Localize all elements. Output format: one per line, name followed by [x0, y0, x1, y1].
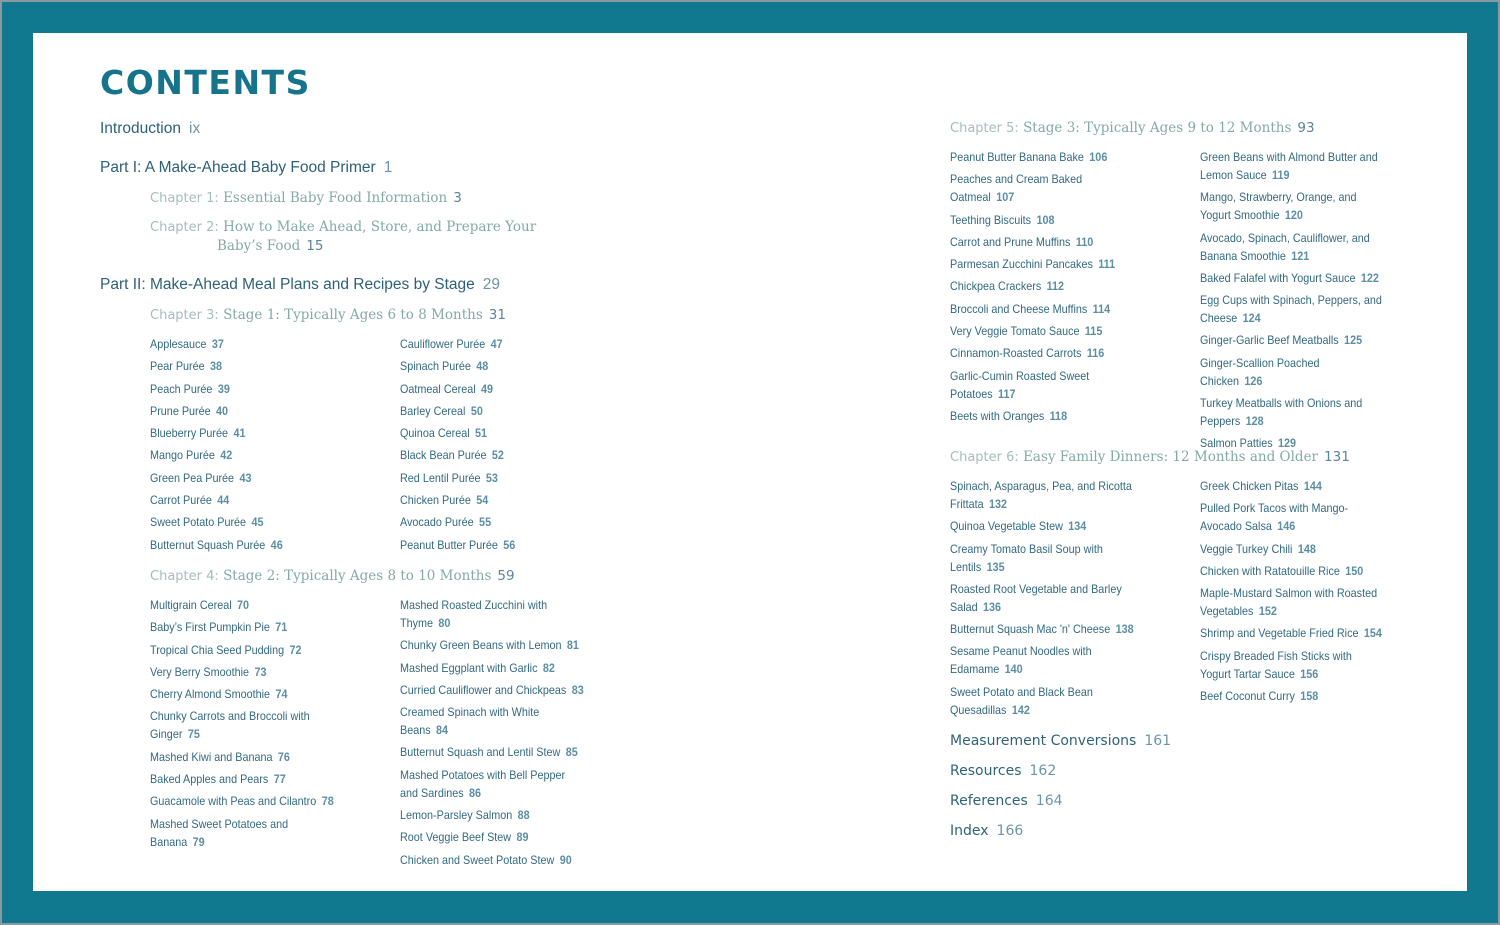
- chapter-prefix: Chapter 2:: [150, 220, 219, 235]
- recipe-entry[interactable]: [1200, 477, 1385, 495]
- page-number: 29: [482, 276, 501, 293]
- recipe-entry[interactable]: [150, 815, 335, 851]
- recipe-title: Green Pea Purée: [150, 470, 235, 485]
- page-number: 53: [485, 470, 498, 485]
- page-number: 75: [187, 727, 200, 742]
- recipe-list-ch3-left: [150, 335, 366, 558]
- recipe-title: Cauliflower Purée: [400, 337, 486, 351]
- recipe-entry[interactable]: [150, 536, 366, 554]
- page-number: 88: [517, 808, 530, 823]
- recipe-entry[interactable]: [1200, 394, 1385, 430]
- page-number: 107: [996, 190, 1015, 205]
- page-number: ix: [189, 120, 201, 137]
- recipe-entry[interactable]: [150, 641, 335, 659]
- page-number: 115: [1084, 324, 1103, 339]
- recipe-entry[interactable]: [150, 446, 366, 464]
- recipe-entry[interactable]: [400, 424, 616, 442]
- recipe-title: Avocado Purée: [400, 515, 474, 530]
- recipe-title: Mashed Sweet Potatoes and Banana: [150, 816, 289, 849]
- recipe-title: Salmon Patties: [1200, 436, 1273, 451]
- page-number: 121: [1291, 248, 1310, 263]
- page-number: 71: [275, 620, 288, 635]
- recipe-entry[interactable]: [150, 424, 366, 442]
- recipe-title: Chicken Purée: [400, 493, 471, 508]
- recipe-title: Butternut Squash Mac 'n' Cheese: [950, 622, 1111, 637]
- recipe-entry[interactable]: [150, 402, 366, 420]
- chapter-title: Stage 2: Typically Ages 8 to 10 Months: [223, 568, 492, 584]
- page-number: 158: [1300, 689, 1319, 704]
- page-number: 125: [1344, 333, 1363, 348]
- recipe-title: Creamed Spinach with White Beans: [400, 705, 540, 738]
- recipe-title: Very Veggie Tomato Sauce: [950, 324, 1080, 339]
- recipe-entry[interactable]: [150, 357, 366, 375]
- page-number: 136: [983, 599, 1002, 614]
- page-number: 154: [1363, 626, 1382, 641]
- recipe-title: Ginger-Garlic Beef Meatballs: [1200, 333, 1339, 348]
- toc-entry-part-1[interactable]: [100, 159, 392, 177]
- recipe-title: Blueberry Purée: [150, 426, 229, 441]
- page-number: 46: [270, 537, 283, 552]
- recipe-entry[interactable]: [1200, 269, 1385, 287]
- recipe-entry[interactable]: [950, 148, 1135, 166]
- recipe-entry[interactable]: [400, 402, 616, 420]
- recipe-entry[interactable]: [1200, 687, 1385, 705]
- page-number: 110: [1075, 234, 1094, 249]
- page-number: 48: [476, 359, 489, 374]
- recipe-entry[interactable]: [400, 806, 585, 824]
- entry-label: Part II: Make-Ahead Meal Plans and Recipes by Stage: [100, 276, 475, 293]
- chapter-title: How to Make Ahead, Store, and Prepare Your: [223, 219, 537, 235]
- recipe-entry[interactable]: [150, 380, 366, 398]
- recipe-entry[interactable]: [400, 703, 585, 739]
- page-number: 114: [1092, 301, 1111, 316]
- page-number: 39: [217, 381, 230, 396]
- recipe-title: Chunky Carrots and Broccoli with Ginger: [150, 709, 310, 742]
- page-number: 138: [1115, 622, 1134, 637]
- page-number: 124: [1242, 311, 1261, 326]
- page-number: 44: [217, 493, 230, 508]
- recipe-entry[interactable]: [950, 255, 1135, 273]
- toc-entry-resources[interactable]: [950, 763, 1056, 779]
- recipe-title: Tropical Chia Seed Pudding: [150, 642, 285, 657]
- recipe-title: Cherry Almond Smoothie: [150, 687, 271, 702]
- recipe-title: Spinach Purée: [400, 359, 471, 374]
- page-number: 70: [237, 598, 250, 612]
- page-number: 131: [1324, 449, 1350, 465]
- page-number: 116: [1086, 346, 1105, 361]
- page-number: 51: [475, 426, 488, 441]
- recipe-entry[interactable]: [400, 380, 616, 398]
- toc-entry-chapter-5[interactable]: [950, 119, 1315, 138]
- recipe-title: Egg Cups with Spinach, Peppers, and Cheese: [1200, 293, 1382, 326]
- entry-label: Index: [950, 823, 989, 839]
- recipe-entry[interactable]: [950, 300, 1135, 318]
- toc-entry-introduction[interactable]: [100, 120, 200, 138]
- recipe-title: Baby’s First Pumpkin Pie: [150, 620, 270, 635]
- recipe-entry[interactable]: [950, 367, 1135, 403]
- recipe-entry[interactable]: [1200, 540, 1385, 558]
- recipe-entry[interactable]: [400, 743, 585, 761]
- recipe-entry[interactable]: [150, 335, 366, 353]
- recipe-title: Prune Purée: [150, 403, 211, 418]
- entry-label: Part I: A Make-Ahead Baby Food Primer: [100, 159, 376, 176]
- recipe-entry[interactable]: [400, 596, 585, 632]
- recipe-entry[interactable]: [950, 540, 1135, 576]
- page-number: 122: [1360, 270, 1379, 285]
- recipe-title: Applesauce: [150, 337, 207, 351]
- recipe-title: Mashed Potatoes with Bell Pepper and Sardines: [400, 767, 566, 800]
- entry-label: Resources: [950, 763, 1022, 779]
- page-number: 86: [469, 785, 482, 800]
- recipe-entry[interactable]: [1200, 229, 1385, 265]
- recipe-list-ch6-left: [950, 477, 1135, 723]
- entry-label: References: [950, 793, 1028, 809]
- chapter-prefix: Chapter 6:: [950, 450, 1019, 465]
- recipe-title: Butternut Squash and Lentil Stew: [400, 745, 561, 760]
- page-number: 129: [1278, 436, 1297, 451]
- page-number: 55: [479, 515, 492, 530]
- recipe-entry[interactable]: [400, 446, 616, 464]
- page-number: 73: [254, 664, 267, 679]
- page-number: 47: [490, 337, 503, 351]
- recipe-title: Cinnamon-Roasted Carrots: [950, 346, 1082, 361]
- page-number: 41: [233, 426, 246, 441]
- page-number: 142: [1011, 702, 1030, 717]
- recipe-title: Parmesan Zucchini Pancakes: [950, 257, 1093, 272]
- recipe-entry[interactable]: [150, 685, 335, 703]
- recipe-entry[interactable]: [150, 513, 366, 531]
- page-number: 140: [1004, 662, 1023, 677]
- recipe-title: Creamy Tomato Basil Soup with Lentils: [950, 541, 1103, 574]
- recipe-list-ch4-right: [400, 596, 585, 873]
- page-number: 76: [277, 749, 290, 764]
- recipe-title: Chickpea Crackers: [950, 279, 1042, 294]
- page-number: 118: [1049, 408, 1068, 423]
- page-number: 156: [1300, 666, 1319, 681]
- page-number: 152: [1258, 604, 1277, 619]
- page-number: 54: [476, 493, 489, 508]
- page-number: 120: [1284, 208, 1303, 223]
- page-number: 112: [1046, 279, 1065, 294]
- recipe-entry[interactable]: [400, 636, 585, 654]
- recipe-title: Beets with Oranges: [950, 408, 1045, 423]
- page-number: 150: [1345, 563, 1364, 578]
- chapter-prefix: Chapter 4:: [150, 569, 219, 584]
- recipe-entry[interactable]: [1200, 499, 1385, 535]
- recipe-title: Carrot and Prune Muffins: [950, 234, 1071, 249]
- page-number: 45: [251, 515, 264, 530]
- recipe-entry[interactable]: [950, 344, 1135, 362]
- toc-entry-chapter-1[interactable]: [150, 189, 462, 208]
- recipe-entry[interactable]: [150, 618, 335, 636]
- recipe-title: Spinach, Asparagus, Pea, and Ricotta Frittata: [950, 479, 1132, 511]
- recipe-title: Beef Coconut Curry: [1200, 689, 1295, 704]
- page-number: 161: [1144, 733, 1172, 749]
- page-number: 85: [565, 745, 578, 760]
- page-number: 117: [998, 386, 1016, 401]
- recipe-entry[interactable]: [1200, 291, 1385, 327]
- recipe-title: Green Beans with Almond Butter and Lemon Sauce: [1200, 150, 1378, 182]
- recipe-title: Guacamole with Peas and Cilantro: [150, 794, 317, 809]
- recipe-title: Ginger-Scallion Poached Chicken: [1200, 355, 1320, 388]
- page-number: 146: [1277, 519, 1296, 534]
- page-number: 106: [1089, 150, 1108, 164]
- recipe-title: Baked Falafel with Yogurt Sauce: [1200, 270, 1356, 285]
- page-number: 164: [1035, 793, 1063, 809]
- recipe-entry[interactable]: [950, 211, 1135, 229]
- toc-entry-chapter-6[interactable]: [950, 448, 1350, 467]
- page-number: 40: [216, 403, 229, 418]
- recipe-entry[interactable]: [1200, 354, 1385, 390]
- recipe-title: Garlic-Cumin Roasted Sweet Potatoes: [950, 368, 1090, 401]
- recipe-title: Sweet Potato Purée: [150, 515, 247, 530]
- recipe-title: Barley Cereal: [400, 403, 466, 418]
- entry-label: Measurement Conversions: [950, 733, 1137, 749]
- recipe-title: Peanut Butter Purée: [400, 537, 498, 552]
- recipe-title: Very Berry Smoothie: [150, 664, 250, 679]
- recipe-entry[interactable]: [150, 491, 366, 509]
- recipe-list-ch3-right: [400, 335, 616, 558]
- page-number: 59: [497, 568, 515, 584]
- toc-entry-chapter-2[interactable]: [150, 218, 536, 256]
- chapter-title: Essential Baby Food Information: [223, 190, 448, 206]
- recipe-list-ch5-right: [1200, 148, 1385, 457]
- recipe-entry[interactable]: [950, 683, 1135, 719]
- recipe-title: Maple-Mustard Salmon with Roasted Vegetables: [1200, 586, 1378, 619]
- recipe-title: Peanut Butter Banana Bake: [950, 150, 1084, 164]
- recipe-title: Peach Purée: [150, 381, 213, 396]
- page-number: 135: [986, 559, 1005, 574]
- page-number: 134: [1068, 519, 1087, 534]
- recipe-title: Chunky Green Beans with Lemon: [400, 638, 562, 653]
- page-number: 108: [1036, 212, 1055, 227]
- page-number: 148: [1297, 541, 1316, 556]
- recipe-entry[interactable]: [950, 477, 1135, 513]
- recipe-title: Crispy Breaded Fish Sticks with Yogurt Tartar Sauce: [1200, 648, 1352, 681]
- page-number: 74: [275, 687, 288, 702]
- recipe-list-ch6-right: [1200, 477, 1385, 709]
- recipe-title: Curried Cauliflower and Chickpeas: [400, 682, 567, 697]
- page-number: 43: [239, 470, 252, 485]
- recipe-title: Mashed Roasted Zucchini with Thyme: [400, 598, 548, 630]
- recipe-title: Oatmeal Cereal: [400, 381, 476, 396]
- page-number: 111: [1098, 257, 1116, 272]
- page-number: 83: [571, 682, 584, 697]
- recipe-list-ch4-left: [150, 596, 335, 855]
- recipe-entry[interactable]: [150, 469, 366, 487]
- toc-entry-references[interactable]: [950, 793, 1063, 809]
- page-number: 3: [453, 190, 462, 206]
- page-number: 15: [306, 238, 324, 254]
- contents-page: [33, 33, 1467, 891]
- recipe-entry[interactable]: [400, 828, 585, 846]
- recipe-title: Black Bean Purée: [400, 448, 487, 463]
- recipe-title: Lemon-Parsley Salmon: [400, 808, 513, 823]
- recipe-entry[interactable]: [950, 277, 1135, 295]
- recipe-entry[interactable]: [950, 407, 1135, 425]
- recipe-entry[interactable]: [150, 663, 335, 681]
- chapter-title: Stage 3: Typically Ages 9 to 12 Months: [1023, 120, 1292, 136]
- page-number: 84: [436, 723, 449, 738]
- recipe-title: Red Lentil Purée: [400, 470, 481, 485]
- recipe-title: Teething Biscuits: [950, 212, 1032, 227]
- page-title: CONTENTS: [100, 63, 311, 102]
- page-number: 126: [1244, 373, 1263, 388]
- recipe-title: Butternut Squash Purée: [150, 537, 266, 552]
- recipe-title: Root Veggie Beef Stew: [400, 830, 512, 845]
- recipe-entry[interactable]: [1200, 148, 1385, 184]
- recipe-title: Sesame Peanut Noodles with Edamame: [950, 644, 1092, 677]
- chapter-title: Stage 1: Typically Ages 6 to 8 Months: [223, 307, 483, 323]
- recipe-entry[interactable]: [150, 748, 335, 766]
- chapter-title-cont: Baby’s Food: [217, 238, 301, 254]
- recipe-entry[interactable]: [950, 620, 1135, 638]
- recipe-entry[interactable]: [950, 170, 1135, 206]
- recipe-title: Mango Purée: [150, 448, 215, 463]
- page-number: 79: [192, 834, 205, 849]
- recipe-entry[interactable]: [400, 491, 616, 509]
- page-number: 37: [211, 337, 224, 351]
- recipe-title: Quinoa Vegetable Stew: [950, 519, 1063, 534]
- page-number: 162: [1029, 763, 1057, 779]
- recipe-title: Roasted Root Vegetable and Barley Salad: [950, 581, 1122, 614]
- recipe-title: Quinoa Cereal: [400, 426, 470, 441]
- page-number: 90: [559, 852, 572, 867]
- recipe-title: Multigrain Cereal: [150, 598, 232, 612]
- page-number: 119: [1272, 168, 1290, 182]
- page-number: 89: [516, 830, 529, 845]
- recipe-entry[interactable]: [150, 707, 335, 743]
- recipe-entry[interactable]: [400, 851, 585, 869]
- recipe-title: Chicken and Sweet Potato Stew: [400, 852, 555, 867]
- page-number: 144: [1303, 479, 1322, 493]
- recipe-entry[interactable]: [1200, 624, 1385, 642]
- recipe-title: Mashed Kiwi and Banana: [150, 749, 273, 764]
- recipe-title: Mashed Eggplant with Garlic: [400, 660, 538, 675]
- page-number: 82: [542, 660, 555, 675]
- recipe-entry[interactable]: [950, 322, 1135, 340]
- page-number: 81: [566, 638, 579, 653]
- recipe-entry[interactable]: [400, 357, 616, 375]
- recipe-entry[interactable]: [400, 766, 585, 802]
- page-number: 77: [273, 772, 286, 787]
- page-number: 38: [210, 359, 223, 374]
- recipe-title: Pear Purée: [150, 359, 205, 374]
- recipe-title: Carrot Purée: [150, 493, 212, 508]
- recipe-entry[interactable]: [400, 335, 616, 353]
- recipe-entry[interactable]: [1200, 331, 1385, 349]
- recipe-title: Peaches and Cream Baked Oatmeal: [950, 172, 1083, 205]
- chapter-prefix: Chapter 5:: [950, 121, 1019, 136]
- recipe-title: Veggie Turkey Chili: [1200, 541, 1293, 556]
- page-number: 166: [996, 823, 1024, 839]
- page-number: 52: [491, 448, 504, 463]
- recipe-title: Chicken with Ratatouille Rice: [1200, 563, 1340, 578]
- page-number: 49: [481, 381, 494, 396]
- recipe-entry[interactable]: [1200, 647, 1385, 683]
- recipe-title: Sweet Potato and Black Bean Quesadillas: [950, 684, 1093, 717]
- page-number: 128: [1245, 414, 1264, 429]
- recipe-entry[interactable]: [1200, 188, 1385, 224]
- page-number: 31: [488, 307, 506, 323]
- recipe-entry[interactable]: [400, 469, 616, 487]
- recipe-entry[interactable]: [950, 642, 1135, 678]
- recipe-entry[interactable]: [1200, 562, 1385, 580]
- recipe-title: Mango, Strawberry, Orange, and Yogurt Smoothie: [1200, 190, 1357, 223]
- toc-entry-index[interactable]: [950, 823, 1023, 839]
- recipe-title: Greek Chicken Pitas: [1200, 479, 1299, 493]
- recipe-entry[interactable]: [950, 233, 1135, 251]
- page-number: 78: [321, 794, 334, 809]
- recipe-title: Turkey Meatballs with Onions and Peppers: [1200, 396, 1363, 429]
- page-number: 132: [989, 497, 1008, 511]
- page-number: 42: [220, 448, 233, 463]
- page-number: 50: [470, 403, 483, 418]
- toc-entry-measurement-conversions[interactable]: [950, 733, 1171, 749]
- recipe-title: Broccoli and Cheese Muffins: [950, 301, 1088, 316]
- recipe-entry[interactable]: [150, 770, 335, 788]
- recipe-entry[interactable]: [150, 792, 335, 810]
- recipe-title: Pulled Pork Tacos with Mango-Avocado Salsa: [1200, 501, 1349, 534]
- recipe-title: Baked Apples and Pears: [150, 772, 269, 787]
- page-number: 72: [289, 642, 302, 657]
- page-number: 56: [503, 537, 516, 552]
- recipe-entry[interactable]: [400, 513, 616, 531]
- recipe-list-ch5-left: [950, 148, 1135, 429]
- recipe-title: Shrimp and Vegetable Fried Rice: [1200, 626, 1359, 641]
- recipe-title: Avocado, Spinach, Cauliflower, and Banana Smoothie: [1200, 230, 1370, 263]
- recipe-entry[interactable]: [150, 596, 335, 614]
- toc-entry-chapter-3[interactable]: [150, 306, 506, 325]
- page-number: 1: [383, 159, 393, 176]
- toc-entry-chapter-4[interactable]: [150, 567, 515, 586]
- recipe-entry[interactable]: [400, 681, 585, 699]
- entry-label: Introduction: [100, 120, 181, 137]
- page-number: 80: [438, 616, 451, 630]
- recipe-entry[interactable]: [1200, 584, 1385, 620]
- toc-entry-part-2[interactable]: [100, 276, 500, 294]
- page-number: 93: [1297, 120, 1315, 136]
- chapter-prefix: Chapter 3:: [150, 308, 219, 323]
- recipe-entry[interactable]: [950, 580, 1135, 616]
- recipe-entry[interactable]: [400, 659, 585, 677]
- recipe-entry[interactable]: [400, 536, 616, 554]
- chapter-prefix: Chapter 1:: [150, 191, 219, 206]
- recipe-entry[interactable]: [950, 517, 1135, 535]
- chapter-title: Easy Family Dinners: 12 Months and Older: [1023, 449, 1319, 465]
